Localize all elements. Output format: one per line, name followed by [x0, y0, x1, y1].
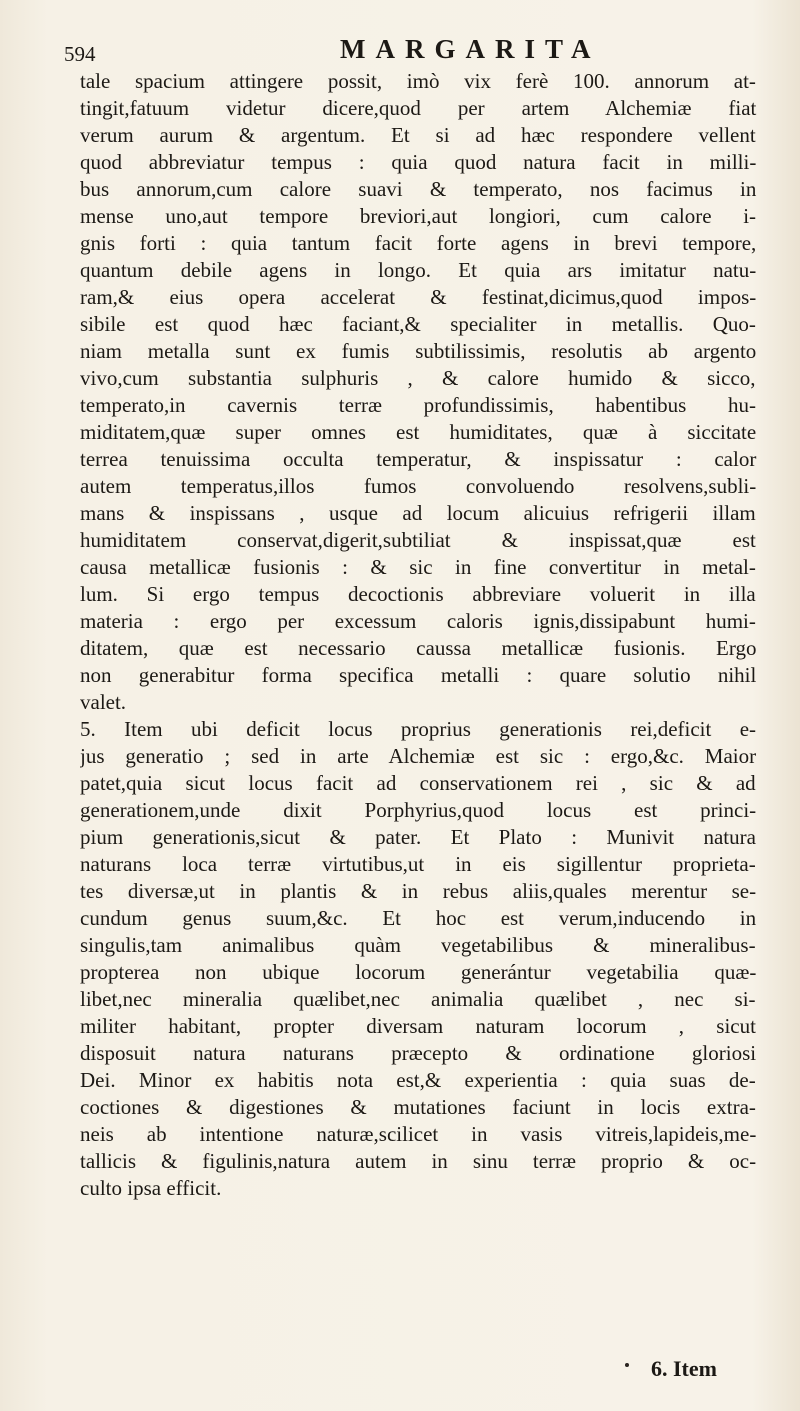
text-line: ram,& eius opera accelerat & festinat,dicimus,quod impos-	[80, 285, 757, 309]
text-line: causa metallicæ fusionis : & sic in fine convertitur in metal-	[80, 555, 756, 579]
text-line: verum aurum & argentum. Et si ad hæc respondere vellent	[80, 123, 756, 147]
text-line: generationem,unde dixit Porphyrius,quod locus est princi-	[80, 798, 757, 822]
text-line: cundum genus suum,&c. Et hoc est verum,inducendo in	[80, 906, 757, 930]
text-line: sibile est quod hæc faciant,& specialiter in metallis. Quo-	[80, 312, 756, 336]
text-line: militer habitant, propter diversam naturam locorum , sicut	[80, 1014, 756, 1038]
text-line: autem temperatus,illos fumos convoluendo resolvens,subli-	[80, 474, 757, 498]
text-line: 5. Item ubi deficit locus proprius generationis rei,deficit e-	[80, 717, 757, 741]
catchword: 6. Item	[651, 1356, 717, 1381]
text-line: terrea tenuissima occulta temperatur, & inspissatur : calor	[80, 447, 757, 471]
text-line: tes diversæ,ut in plantis & in rebus aliis,quales merentur se-	[80, 879, 757, 903]
text-line: niam metalla sunt ex fumis subtilissimis, resolutis ab argento	[80, 339, 757, 363]
text-line: mans & inspissans , usque ad locum alicuius refrigerii illam	[80, 501, 756, 525]
text-line: pium generationis,sicut & pater. Et Plato : Munivit natura	[80, 825, 756, 849]
text-line: tale spacium attingere possit, imò vix ferè 100. annorum at-	[80, 69, 756, 93]
text-line: humiditatem conservat,digerit,subtiliat & inspissat,quæ est	[80, 528, 756, 552]
text-line: bus annorum,cum calore suavi & temperato, nos facimus in	[80, 177, 757, 201]
text-line: propterea non ubique locorum generántur vegetabilia quæ-	[80, 960, 757, 984]
running-title: MARGARITA	[340, 34, 601, 64]
ink-dot	[625, 1363, 629, 1367]
text-line: non generabitur forma specifica metalli : quare solutio nihil	[80, 663, 757, 687]
text-line: culto ipsa efficit.	[80, 1176, 222, 1200]
text-line: quod abbreviatur tempus : quia quod natura facit in milli-	[80, 150, 757, 174]
page-header	[64, 34, 764, 68]
text-line: ditatem, quæ est necessario caussa metallicæ fusionis. Ergo	[80, 636, 757, 660]
text-line: gnis forti : quia tantum facit forte agens in brevi tempore,	[80, 231, 757, 255]
text-line: tallicis & figulinis,natura autem in sinu terræ proprio & oc-	[80, 1149, 757, 1173]
text-line: Dei. Minor ex habitis nota est,& experientia : quia suas de-	[80, 1068, 756, 1092]
text-line: neis ab intentione naturæ,scilicet in vasis vitreis,lapideis,me-	[80, 1122, 757, 1146]
text-line: mense uno,aut tempore breviori,aut longiori, cum calore i-	[80, 204, 757, 228]
text-line: disposuit natura naturans præcepto & ordinatione gloriosi	[80, 1041, 757, 1065]
text-line: lum. Si ergo tempus decoctionis abbreviare voluerit in illa	[80, 582, 756, 606]
page-number: 594	[64, 42, 96, 66]
text-line: miditatem,quæ super omnes est humiditates, quæ à siccitate	[80, 420, 757, 444]
text-line: libet,nec mineralia quælibet,nec animalia quælibet , nec si-	[80, 987, 756, 1011]
text-line: singulis,tam animalibus quàm vegetabilibus & mineralibus-	[80, 933, 756, 957]
text-line: naturans loca terræ virtutibus,ut in eis sigillentur proprieta-	[80, 852, 756, 876]
text-line: quantum debile agens in longo. Et quia ars imitatur natu-	[80, 258, 757, 282]
text-line: vivo,cum substantia sulphuris , & calore humido & sicco,	[80, 366, 756, 390]
text-line: temperato,in cavernis terræ profundissimis, habentibus hu-	[80, 393, 756, 417]
text-line: patet,quia sicut locus facit ad conservationem rei , sic & ad	[80, 771, 756, 795]
text-body	[80, 68, 760, 1202]
text-line: materia : ergo per excessum caloris ignis,dissipabunt humi-	[80, 609, 756, 633]
text-line: jus generatio ; sed in arte Alchemiæ est sic : ergo,&c. Maior	[80, 744, 757, 768]
text-line: coctiones & digestiones & mutationes faciunt in locis extra-	[80, 1095, 756, 1119]
text-line: valet.	[80, 690, 127, 714]
text-line: tingit,fatuum videtur dicere,quod per artem Alchemiæ fiat	[80, 96, 757, 120]
